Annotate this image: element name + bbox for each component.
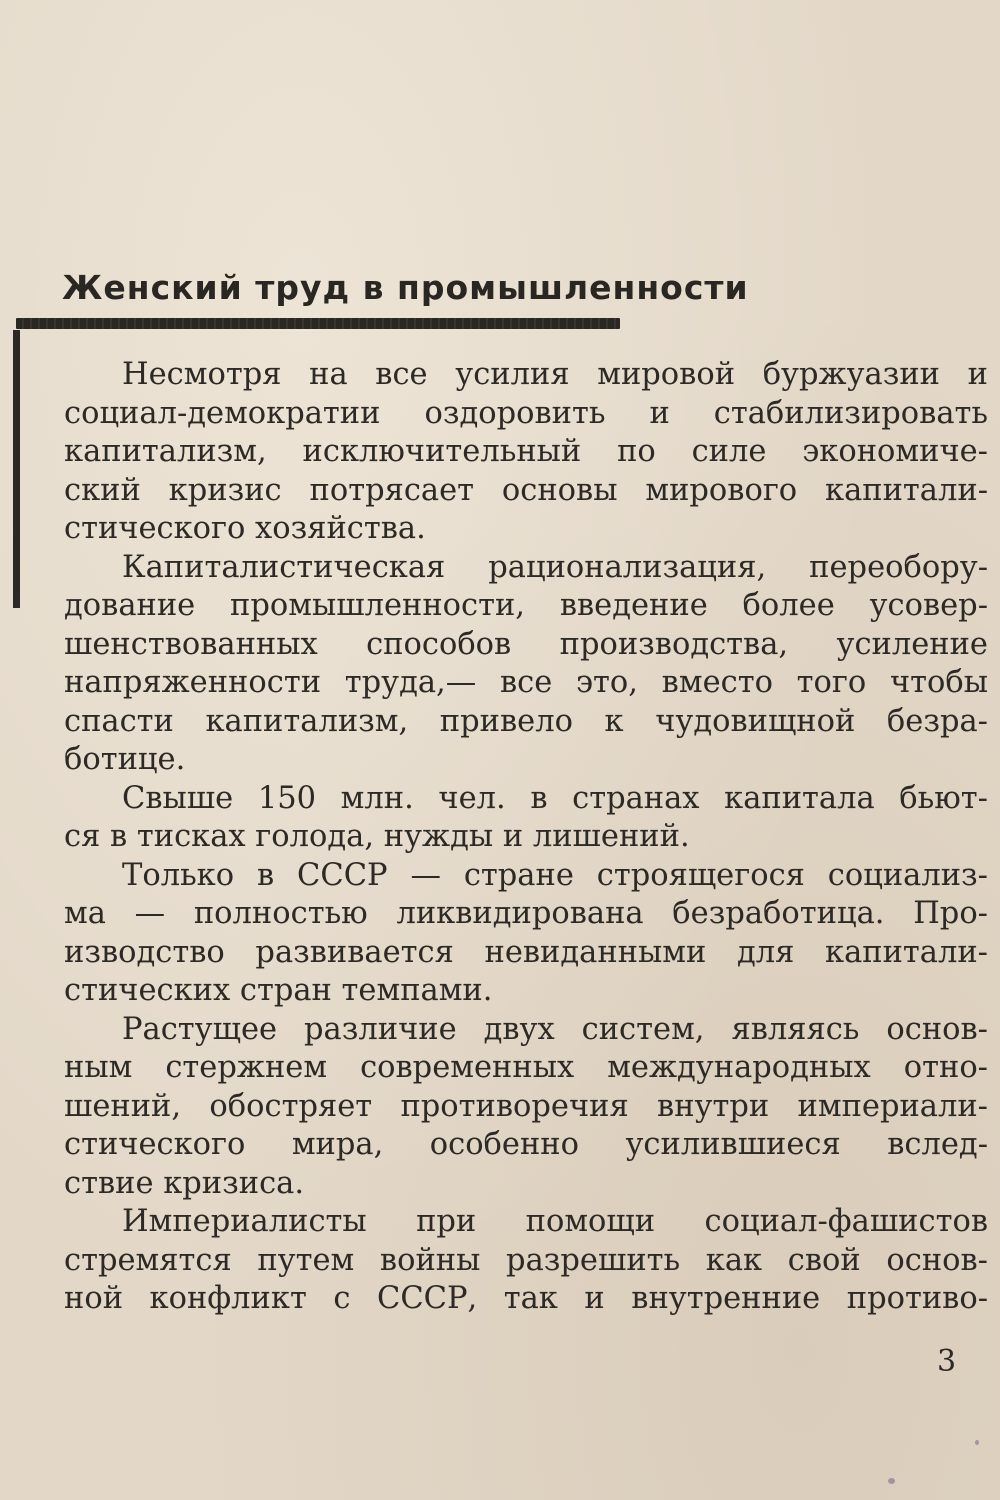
- text-line: Капиталистическая рационализация, переобору-: [122, 549, 988, 585]
- text-line: ботице.: [64, 742, 186, 777]
- body-text: [64, 356, 988, 1319]
- text-line: капитализм, исключительный по силе экономиче-: [64, 434, 988, 469]
- ink-speck: [975, 1440, 979, 1445]
- text-line: стремятся путем войны разрешить как свой основ-: [64, 1242, 988, 1278]
- heading-underline-rule: [16, 318, 620, 329]
- text-line: Империалисты при помощи социал-фашистов: [122, 1204, 988, 1239]
- text-line: социал-демократии оздоровить и стабилизировать: [64, 395, 988, 431]
- text-line: изводство развивается невиданными для капитали-: [64, 934, 988, 970]
- text-line: Растущее различие двух систем, являясь основ-: [122, 1011, 988, 1047]
- text-line: Несмотря на все усилия мировой буржуазии и: [122, 357, 988, 392]
- text-line: шений, обостряет противоречия внутри империали-: [64, 1088, 988, 1124]
- text-line: ным стержнем современных международных отно-: [64, 1050, 988, 1085]
- text-line: стического хозяйства.: [64, 511, 426, 546]
- page-number: 3: [937, 1344, 957, 1379]
- section-heading: Женский труд в промышленности: [62, 268, 749, 307]
- text-line: напряженности труда,— все это, вместо того чтобы: [64, 665, 988, 700]
- text-line: ствие кризиса.: [64, 1165, 305, 1201]
- text-line: Только в СССР — стране строящегося социализ-: [122, 857, 988, 893]
- text-line: шенствованных способов производства, усиление: [64, 626, 988, 662]
- text-line: ма — полностью ликвидирована безработица. Про-: [64, 896, 988, 931]
- text-line: стического мира, особенно усилившиеся вслед-: [64, 1127, 988, 1162]
- text-line: ся в тисках голода, нужды и лишений.: [64, 819, 690, 854]
- text-line: спасти капитализм, привело к чудовищной безра-: [64, 703, 988, 739]
- text-line: ский кризис потрясает основы мирового капитали-: [64, 472, 988, 508]
- ink-speck: [888, 1478, 895, 1484]
- margin-bar: [13, 330, 20, 608]
- text-line: стических стран темпами.: [64, 973, 493, 1008]
- text-line: дование промышленности, введение более усовер-: [64, 588, 988, 623]
- text-line: ной конфликт с СССР, так и внутренние противо-: [64, 1281, 988, 1316]
- text-line: Свыше 150 млн. чел. в странах капитала бьют-: [122, 780, 988, 816]
